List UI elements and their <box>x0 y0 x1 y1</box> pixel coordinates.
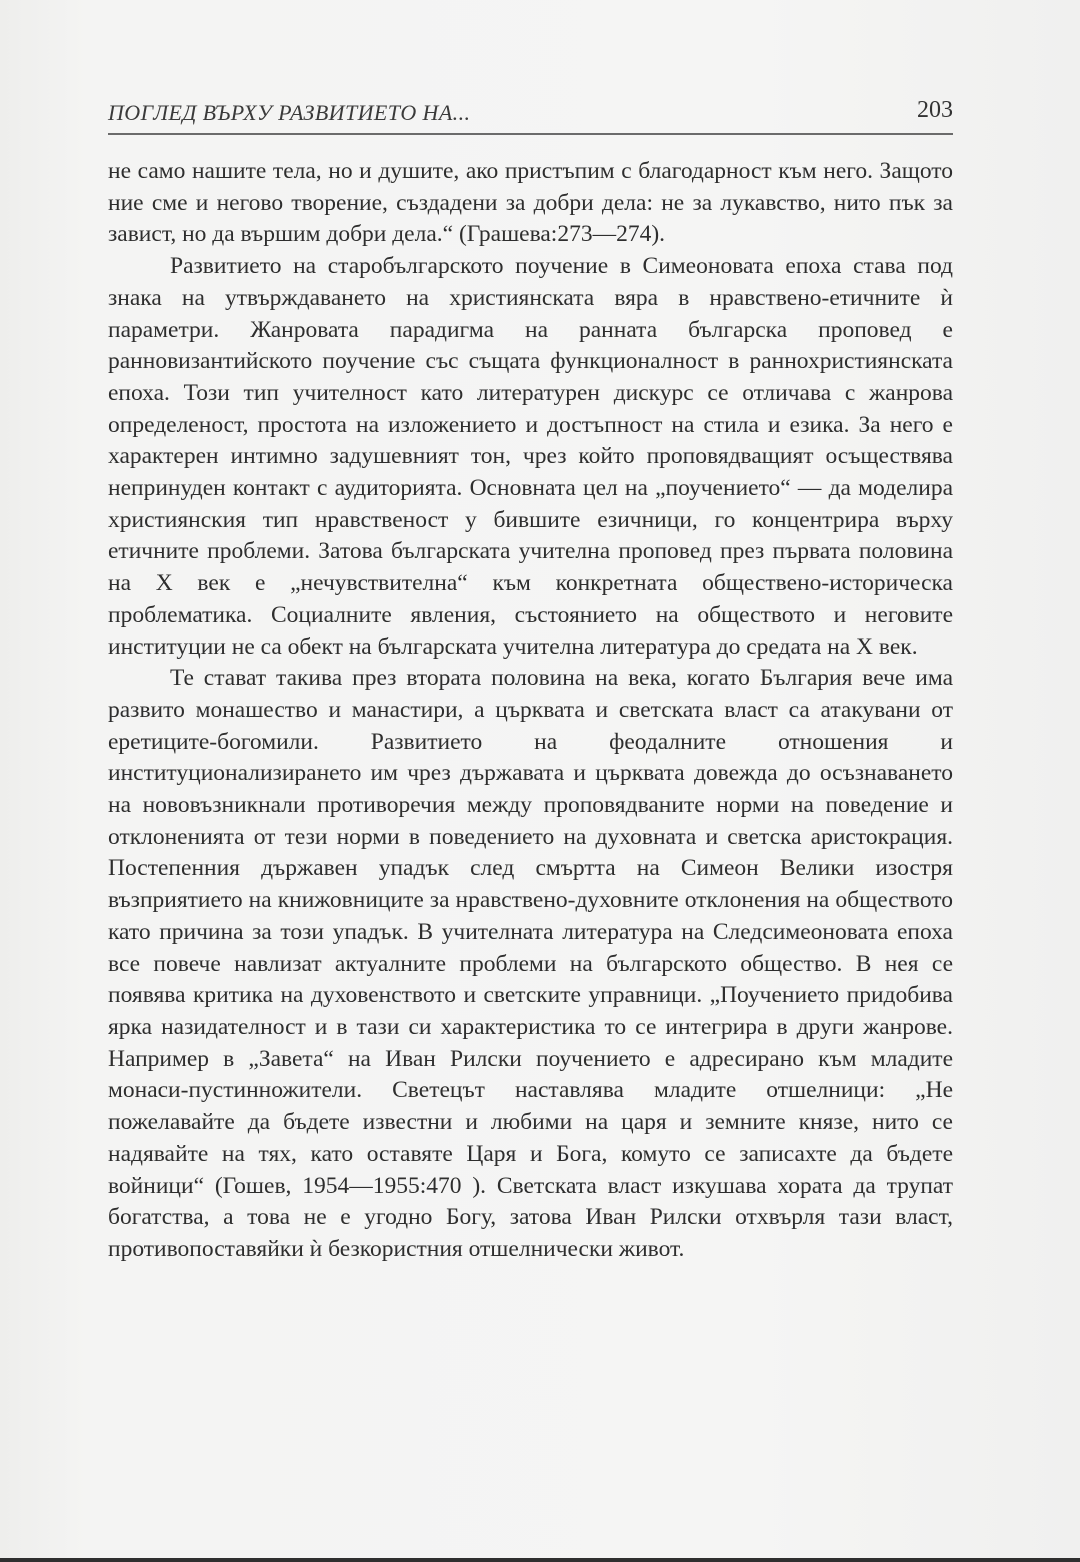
running-title: ПОГЛЕД ВЪРХУ РАЗВИТИЕТО НА... <box>108 100 471 125</box>
body-text <box>108 156 953 1266</box>
page-header <box>108 92 953 132</box>
paragraph-simeon-era: Развитието на старобългарското поучение в Симеоновата епоха става под знака на утвърждаването на християнската вяра в нравствено-етичните ѝ параметри. Жанровата парадигма на ранната българска проповед е ранновизантийското поучение със същата функционалност в раннохристиянската епоха. Този тип учителност като литературен дискурс се отличава с жанрова определеност, простота на изложението и достъпност на стила и езика. За него е характерен интимно задушевният тон, чрез който проповядващият осъществява непринуден контакт с аудиторията. Основната цел на „поучението“ — да моделира християнския тип нравственост у бившите езичници, го концентрира върху етичните проблеми. Затова българската учителна проповед през първата половина на Х век е „нечувствителна“ към конкретната обществено-историческа проблематика. Социалните явления, състоянието на обществото и неговите институции не са обект на българската учителна литература до средата на Х век. <box>108 253 953 660</box>
header-divider <box>108 133 953 135</box>
scan-bottom-edge <box>0 1558 1080 1562</box>
paragraph-continued-quote: не само нашите тела, но и душите, ако пристъпим с благодарност към него. Защото ние сме и негово творение, създадени за добри дела: не за лукавство, нито пък за завист, но да вършим добри дела.“ (Грашева:273—274). <box>108 158 953 248</box>
page-number: 203 <box>917 97 953 123</box>
paragraph-post-simeon-era: Те стават такива през втората половина на века, когато България вече има развито монашество и манастири, а църквата и светската власт са атакувани от еретиците-богомили. Развитието на феодалните отношения и институционализирането им чрез държавата и църквата довежда до осъзнаването на нововъзникнали противоречия между проповядваните норми на поведение и отклоненията от тези норми в поведението на духовната и светска аристокрация. Постепенния държавен упадък след смъртта на Симеон Велики изостря възприятието на книжовниците за нравствено-духовните отклонения на обществото като причина за този упадък. В учителната литература на Следсимеоновата епоха все повече навлизат актуалните проблеми на българското общество. В нея се появява критика на духовенството и светските управници. „Поучението придобива ярка назидателност и в тази си характеристика то се интегрира в други жанрове. Например в „Завета“ на Иван Рилски поучението е адресирано към младите монаси-пустинножители. Светецът наставлява младите отшелници: „Не пожелавайте да бъдете известни и любими на царя и земните князе, нито се надявайте на тях, като оставяте Царя и Бога, комуто се записахте да бъдете войници“ (Гошев, 1954—1955:470 ). Светската власт изкушава хората да трупат богатства, а това не е угодно Богу, затова Иван Рилски отхвърля тази власт, противопоставяйки ѝ безкористния отшелнически живот. <box>108 665 953 1262</box>
